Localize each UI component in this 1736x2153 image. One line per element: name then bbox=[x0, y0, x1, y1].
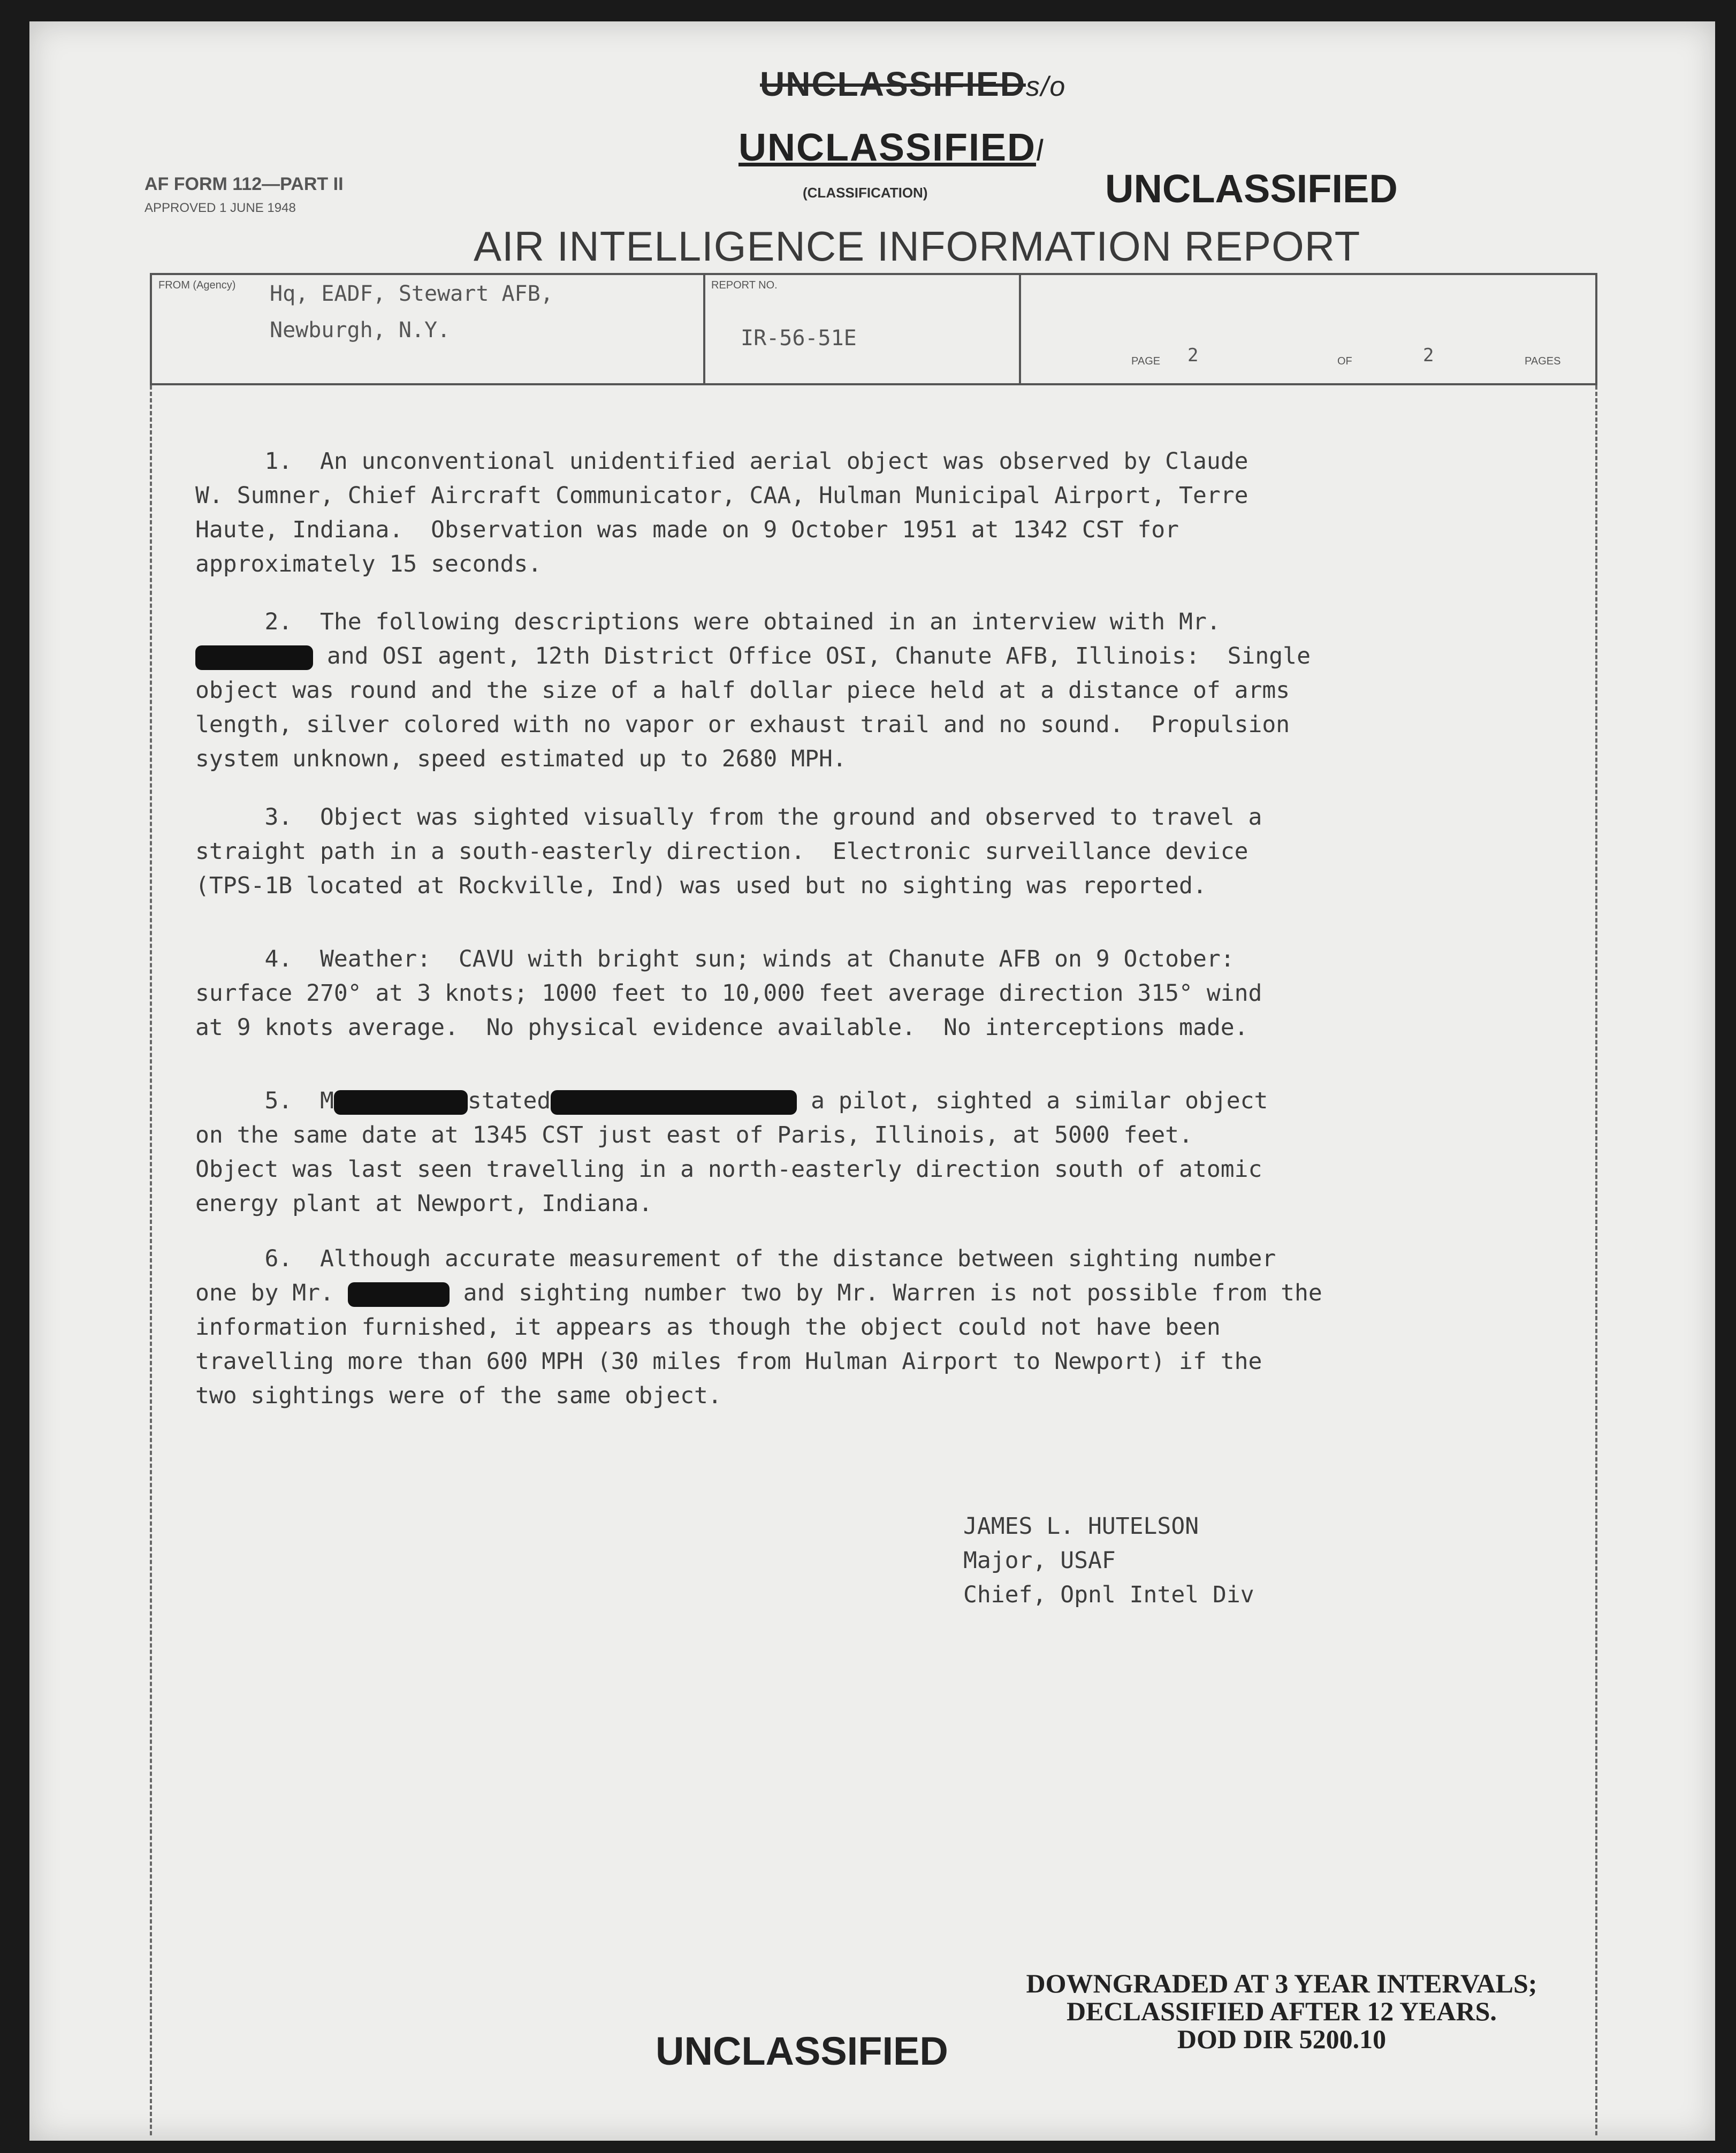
paragraph-line: approximately 15 seconds. bbox=[195, 551, 542, 577]
struck-stamp-initials: s/o bbox=[1025, 71, 1067, 102]
signature-rank: Major, USAF bbox=[963, 1547, 1116, 1574]
paragraph-line: 1. An unconventional unidentified aerial object was observed by Claude bbox=[195, 448, 1248, 475]
struck-classification-stamp bbox=[760, 64, 1066, 104]
paragraph-line: 4. Weather: CAVU with bright sun; winds at Chanute AFB on 9 October: bbox=[195, 946, 1235, 972]
signature-name: JAMES L. HUTELSON bbox=[963, 1513, 1199, 1540]
paragraph-line: surface 270° at 3 knots; 1000 feet to 10,000 feet average direction 315° wind bbox=[195, 980, 1262, 1007]
paragraph-line: 2. The following descriptions were obtained in an interview with Mr. bbox=[195, 608, 1221, 635]
page-label: PAGE bbox=[1131, 355, 1161, 367]
downgrade-line: DOD DIR 5200.10 bbox=[1177, 2024, 1387, 2054]
paragraph-line bbox=[195, 1084, 1565, 1118]
redaction-mark bbox=[348, 1282, 450, 1307]
of-label: OF bbox=[1337, 355, 1352, 367]
paragraph-line-text: one by Mr. bbox=[195, 1280, 334, 1306]
paragraph-4 bbox=[195, 942, 1565, 1045]
classification-caption: (CLASSIFICATION) bbox=[803, 185, 928, 201]
unclassified-stamp-bottom: UNCLASSIFIED bbox=[656, 2029, 948, 2073]
report-header-box bbox=[150, 273, 1597, 385]
document-page bbox=[29, 21, 1715, 2141]
paragraph-line: length, silver colored with no vapor or exhaust trail and no sound. Propulsion bbox=[195, 711, 1290, 738]
paragraph-line-text: stated bbox=[467, 1087, 551, 1114]
redaction-mark bbox=[334, 1090, 468, 1115]
paragraph-line: straight path in a south-easterly direction. Electronic surveillance device bbox=[195, 838, 1248, 865]
paragraph-line: Haute, Indiana. Observation was made on 9 October 1951 at 1342 CST for bbox=[195, 516, 1179, 543]
paragraph-line: Object was last seen travelling in a north-easterly direction south of atomic bbox=[195, 1156, 1262, 1183]
redaction-mark bbox=[195, 645, 313, 670]
paragraph-line-text: and OSI agent, 12th District Office OSI, Chanute AFB, Illinois: Single bbox=[326, 643, 1311, 670]
paragraph-line-text: and sighting number two by Mr. Warren is not possible from the bbox=[463, 1280, 1322, 1306]
paragraph-line: on the same date at 1345 CST just east of Paris, Illinois, at 5000 feet. bbox=[195, 1122, 1193, 1148]
paragraph-line bbox=[195, 1276, 1565, 1310]
paragraph-line: (TPS-1B located at Rockville, Ind) was used but no sighting was reported. bbox=[195, 872, 1207, 899]
unclassified-stamp-top: UNCLASSIFIED bbox=[1105, 166, 1398, 211]
from-line-1: Hq, EADF, Stewart AFB, bbox=[270, 282, 553, 306]
redaction-mark bbox=[551, 1090, 797, 1115]
signature-title: Chief, Opnl Intel Div bbox=[963, 1581, 1254, 1608]
downgrade-line: DECLASSIFIED AFTER 12 YEARS. bbox=[1067, 1996, 1497, 2026]
form-number: AF FORM 112—PART II bbox=[144, 174, 344, 194]
paragraph-6 bbox=[195, 1242, 1565, 1413]
paragraph-line: 3. Object was sighted visually from the ground and observed to travel a bbox=[195, 804, 1262, 831]
downgrade-line: DOWNGRADED AT 3 YEAR INTERVALS; bbox=[1026, 1968, 1537, 1998]
classification-stamp bbox=[738, 126, 1044, 170]
classification-stamp-text: UNCLASSIFIED bbox=[738, 126, 1037, 169]
paragraph-5 bbox=[195, 1084, 1565, 1221]
paragraph-3 bbox=[195, 800, 1565, 903]
header-divider bbox=[703, 275, 705, 383]
classification-initial: l bbox=[1036, 133, 1044, 167]
paragraph-line: information furnished, it appears as though the object could not have been bbox=[195, 1314, 1221, 1341]
struck-stamp-text: UNCLASSIFIED bbox=[760, 65, 1026, 103]
signature-block bbox=[963, 1509, 1254, 1612]
header-divider bbox=[1019, 275, 1021, 383]
form-approved-date: APPROVED 1 JUNE 1948 bbox=[144, 201, 296, 215]
paragraph-2 bbox=[195, 605, 1565, 776]
downgrade-stamp bbox=[969, 1969, 1595, 2053]
report-no-label: REPORT NO. bbox=[711, 279, 778, 291]
paragraph-line bbox=[195, 639, 1565, 673]
from-line-2: Newburgh, N.Y. bbox=[270, 318, 451, 343]
paragraph-line: object was round and the size of a half dollar piece held at a distance of arms bbox=[195, 677, 1290, 704]
pages-label: PAGES bbox=[1525, 355, 1561, 367]
paragraph-1 bbox=[195, 444, 1565, 581]
paragraph-line: at 9 knots average. No physical evidence available. No interceptions made. bbox=[195, 1014, 1248, 1041]
paragraph-line: two sightings were of the same object. bbox=[195, 1382, 722, 1409]
page-total: 2 bbox=[1423, 345, 1434, 366]
paragraph-line: system unknown, speed estimated up to 2680 MPH. bbox=[195, 745, 847, 772]
page-number: 2 bbox=[1187, 345, 1199, 366]
from-label: FROM (Agency) bbox=[158, 279, 236, 291]
report-title: AIR INTELLIGENCE INFORMATION REPORT bbox=[474, 223, 1361, 270]
report-number: IR-56-51E bbox=[741, 326, 857, 351]
paragraph-line: energy plant at Newport, Indiana. bbox=[195, 1190, 653, 1217]
paragraph-line-text: a pilot, sighted a similar object bbox=[811, 1087, 1268, 1114]
paragraph-line: W. Sumner, Chief Aircraft Communicator, CAA, Hulman Municipal Airport, Terre bbox=[195, 482, 1248, 509]
paragraph-line-text: 5. M bbox=[195, 1087, 334, 1114]
paragraph-line: travelling more than 600 MPH (30 miles from Hulman Airport to Newport) if the bbox=[195, 1348, 1262, 1375]
paragraph-line: 6. Although accurate measurement of the distance between sighting number bbox=[195, 1245, 1276, 1272]
